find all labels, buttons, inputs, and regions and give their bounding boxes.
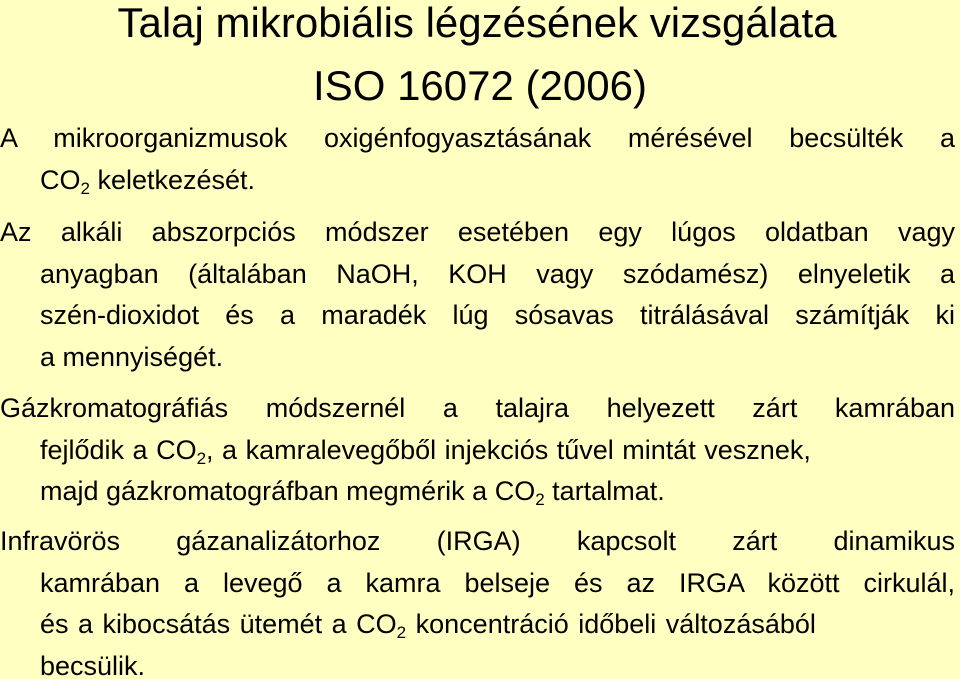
paragraph-3-line-2-post: , a kamralevegőből injekciós tűvel mintát vesznek,: [206, 434, 811, 465]
paragraph-4-line-3-post: koncentráció időbeli változásából: [406, 609, 816, 639]
subscript-2: 2: [196, 448, 207, 468]
paragraph-1-line-2-text: keletkezését.: [89, 164, 256, 195]
title-line-2: ISO 16072 (2006): [313, 62, 647, 109]
paragraph-4: [0, 521, 955, 679]
paragraph-2-line-3: szén-dioxidot és a maradék lúg sósavas titrálásával számítják ki: [40, 300, 955, 330]
co2-text: CO: [40, 164, 81, 195]
subscript-2: 2: [80, 178, 90, 198]
title-line-1: Talaj mikrobiális légzésének vizsgálata: [117, 0, 837, 46]
paragraph-2-line-1: Az alkáli abszorpciós módszer esetében egy lúgos oldatban vagy: [0, 217, 955, 247]
paragraph-3-line-2: [0, 430, 955, 472]
paragraph-4-line-3-pre: és a kibocsátás ütemét a CO: [40, 609, 397, 639]
slide-title: [0, 0, 960, 109]
paragraph-3-line-3: [0, 471, 955, 513]
paragraph-4-line-2: kamrában a levegő a kamra belseje és az IRGA között cirkulál,: [40, 567, 955, 598]
paragraph-4-line-3: [0, 604, 955, 646]
subscript-2: 2: [535, 490, 545, 509]
paragraph-3-line-3-post: tartalmat.: [544, 476, 665, 506]
paragraph-2: [0, 212, 955, 378]
paragraph-1-line-1: A mikroorganizmusok oxigénfogyasztásának mérésével becsülték a: [0, 123, 955, 153]
paragraph-4-line-4: becsülik.: [40, 650, 146, 679]
paragraph-1-line-2: [0, 160, 955, 202]
paragraph-3-line-1: Gázkromatográfiás módszernél a talajra helyezett zárt kamrában: [0, 393, 955, 423]
subscript-2: 2: [396, 623, 407, 642]
paragraph-3-line-3-pre: majd gázkromatográfban megmérik a CO: [40, 476, 536, 506]
paragraph-2-line-4: a mennyiségét.: [40, 341, 224, 372]
paragraph-3: [0, 388, 955, 513]
paragraph-2-line-2: anyagban (általában NaOH, KOH vagy szódamész) elnyeletik a: [40, 258, 955, 289]
paragraph-4-line-1: Infravörös gázanalizátorhoz (IRGA) kapcsolt zárt dinamikus: [0, 526, 955, 556]
paragraph-3-line-2-pre: fejlődik a CO: [40, 434, 197, 465]
paragraph-1: [0, 118, 955, 201]
